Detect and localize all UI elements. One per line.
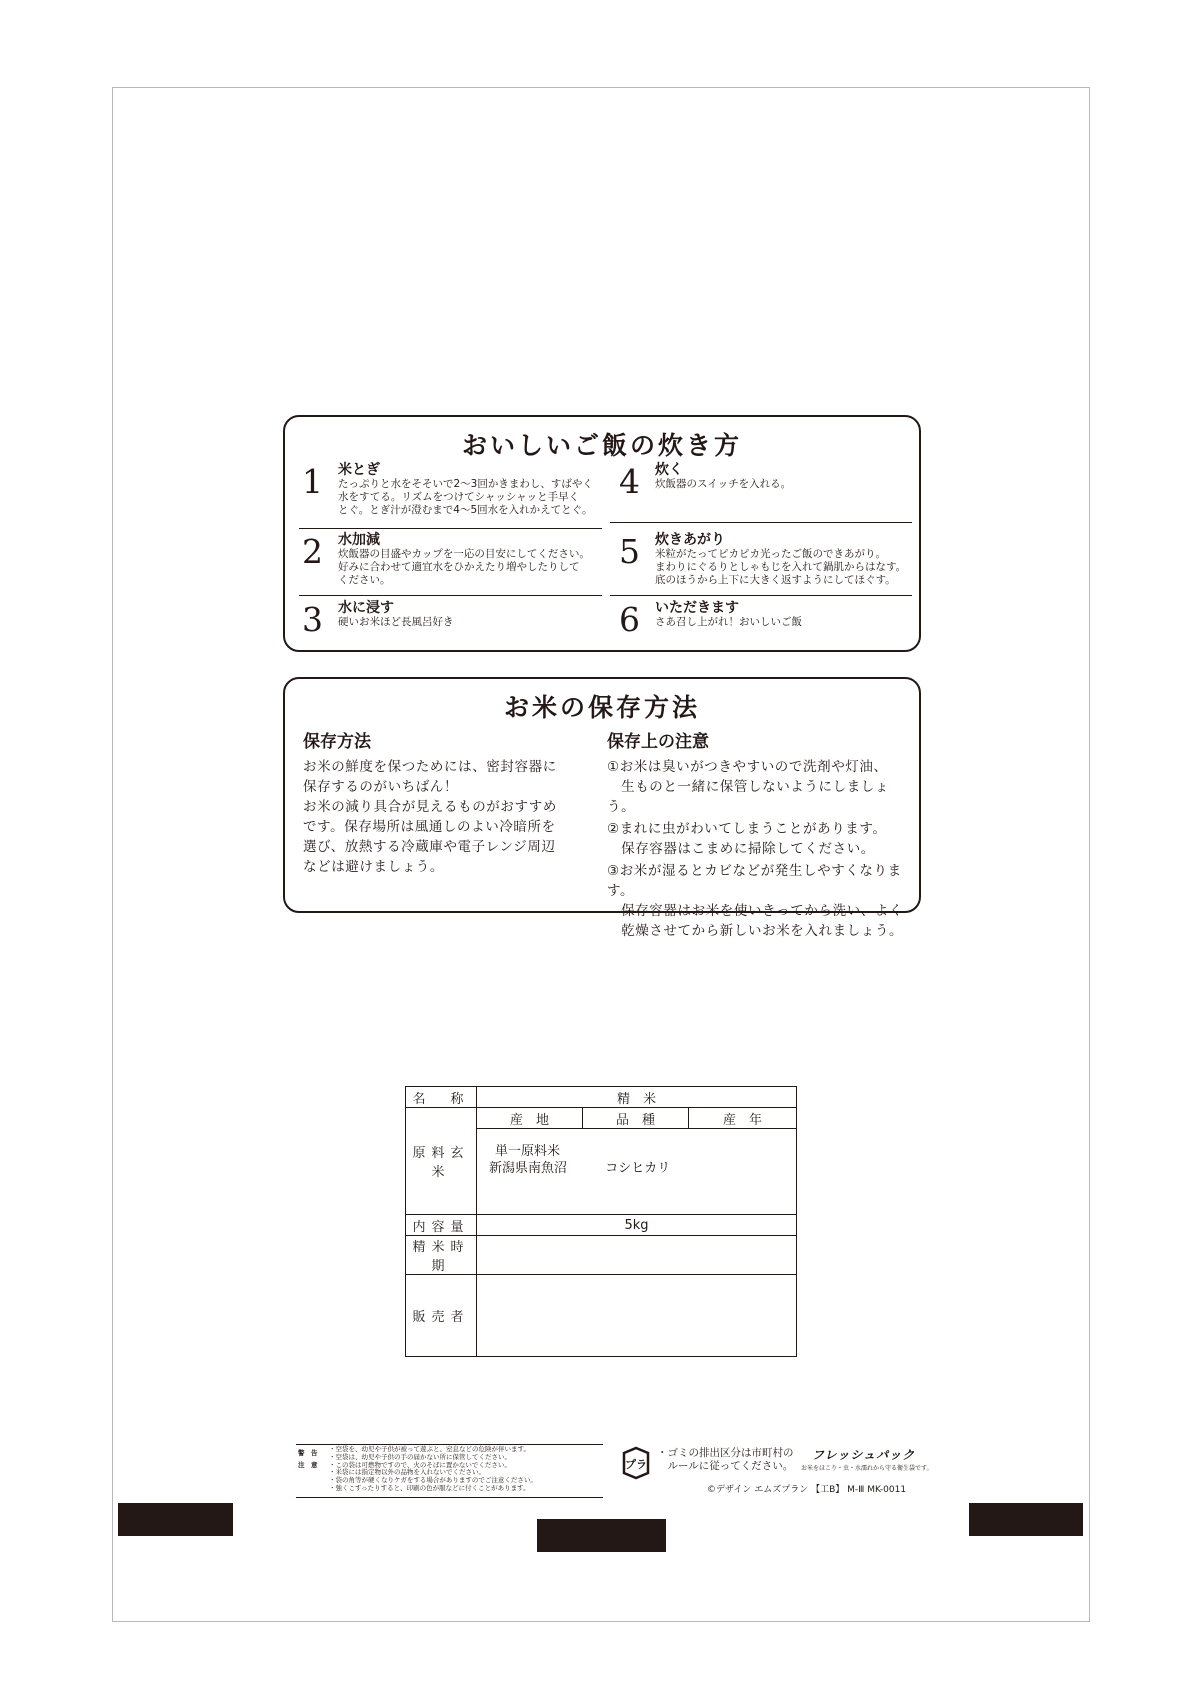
- year-header: 産 年: [689, 1108, 797, 1129]
- recycle-mark-text: プラ: [625, 1458, 647, 1471]
- step-number: 1: [302, 462, 323, 501]
- quantity-value: 5kg: [477, 1215, 797, 1236]
- raw-rice-detail: [477, 1129, 797, 1215]
- step-heading: いただきます: [655, 600, 739, 616]
- step-text: 炊飯器の目盛やカップを一応の目安にしてください。 好みに合わせて適宜水をひかえたり増やしたりして ください。: [338, 548, 590, 586]
- step-text: 米粒がたってピカピカ光ったご飯のできあがり。 まわりにぐるりとしゃもじを入れて鍋肌からはなす。 底のほうから上下に大きく返すようにしてほぐす。: [655, 548, 907, 586]
- raw-rice-label: 原料玄米: [406, 1108, 477, 1215]
- divider: [299, 595, 602, 596]
- caution-item: ①お米は臭いがつきやすいので洗剤や灯油、 生ものと一緒に保管しないようにしましょう。: [607, 759, 889, 815]
- step-text: 炊飯器のスイッチを入れる。: [655, 478, 792, 490]
- variety-header: 品 種: [583, 1108, 689, 1129]
- step-heading: 水に浸す: [338, 600, 394, 616]
- name-value: 精 米: [477, 1087, 797, 1108]
- step-heading: 炊きあがり: [655, 532, 725, 548]
- step-heading: 米とぎ: [338, 462, 380, 478]
- registration-bar-left: [118, 1503, 233, 1536]
- caution-item: ②まれに虫がわいてしまうことがあります。 保存容器はこまめに掃除してください。: [607, 821, 887, 857]
- origin-value: 新潟県南魚沼: [489, 1161, 568, 1176]
- warning-text: ・空袋を、幼児や子供が被って遊ぶと、窒息などの危険が伴います。 ・空袋は、幼児や子供の手の届かない所に保管してください。 ・この袋は可燃物ですので、火のそばに置かないでください。 ・米袋には指定物以外の品物を入れないでください。 ・袋の角等が硬くなりケガをする場合がありますのでご注意ください。 ・強くこすったりすると、印刷の色が服などに付くことがあります。: [329, 1445, 537, 1492]
- storage-title: お米の保存方法: [503, 693, 700, 722]
- registration-bar-right: [969, 1503, 1083, 1536]
- quantity-label: 内容量: [406, 1215, 477, 1236]
- brand-tagline: お米をほこり・虫・水濡れから守る衛生袋です。: [801, 1465, 933, 1472]
- registration-bar-center: [537, 1519, 666, 1552]
- divider: [610, 595, 912, 596]
- milling-date-value: [477, 1236, 797, 1275]
- warning-notice: [296, 1444, 603, 1498]
- step-number: 4: [619, 462, 640, 501]
- step-number: 5: [619, 532, 640, 571]
- storage-box: [283, 677, 921, 939]
- warning-labels: 警 告 注 意: [298, 1449, 318, 1469]
- brand-logo: フレッシュパック: [812, 1448, 916, 1462]
- variety-value: コシヒカリ: [605, 1161, 671, 1176]
- plastic-recycle-icon: [618, 1445, 654, 1481]
- step-text: たっぷりと水をそそいで2〜3回かきまわし、すばやく 水をすてる。リズムをつけてシャッシャッと手早く とぐ。とぎ汁が澄むまで4〜5回水を入れかえてとぐ。: [338, 478, 593, 516]
- caution-item: ③お米が湿るとカビなどが発生しやすくなります。 保存容器はお米を使いきってから洗い、よく 乾燥させてから新しいお米を入れましょう。: [607, 863, 904, 939]
- seller-value: [477, 1275, 797, 1357]
- step-heading: 水加減: [338, 532, 380, 548]
- seller-label: 販売者: [406, 1275, 477, 1357]
- design-credit: ©デザイン エムズプラン 【工B】 M-Ⅲ MK-0011: [707, 1485, 907, 1495]
- storage-caution-heading: 保存上の注意: [607, 732, 709, 752]
- step-heading: 炊く: [655, 462, 683, 478]
- single-origin-note: 単一原料米: [495, 1144, 561, 1159]
- storage-caution: [607, 732, 917, 941]
- disposal-note: ・ゴミの排出区分は市町村の ルールに従ってください。: [657, 1447, 794, 1472]
- origin-header: 産 地: [477, 1108, 583, 1129]
- product-label-table: [405, 1086, 797, 1357]
- step-number: 6: [619, 600, 640, 639]
- divider: [299, 528, 602, 529]
- name-label: 名 称: [406, 1087, 477, 1108]
- step-text: 硬いお米ほど長風呂好き: [338, 616, 454, 628]
- storage-method: [303, 732, 593, 877]
- step-number: 3: [302, 600, 323, 639]
- cooking-instructions-box: [283, 415, 921, 652]
- cooking-title: おいしいご飯の炊き方: [461, 431, 742, 460]
- storage-method-heading: 保存方法: [303, 732, 371, 752]
- storage-method-text: お米の鮮度を保つためには、密封容器に 保存するのがいちばん！ お米の減り具合が見えるものがおすすめ です。保存場所は風通しのよい冷暗所を 選び、放熱する冷蔵庫や電子レンジ周辺 などは避けましょう。: [303, 759, 557, 875]
- milling-date-label: 精米時期: [406, 1236, 477, 1275]
- divider: [610, 522, 912, 523]
- step-number: 2: [302, 532, 323, 571]
- step-text: さあ召し上がれ！おいしいご飯: [655, 616, 802, 628]
